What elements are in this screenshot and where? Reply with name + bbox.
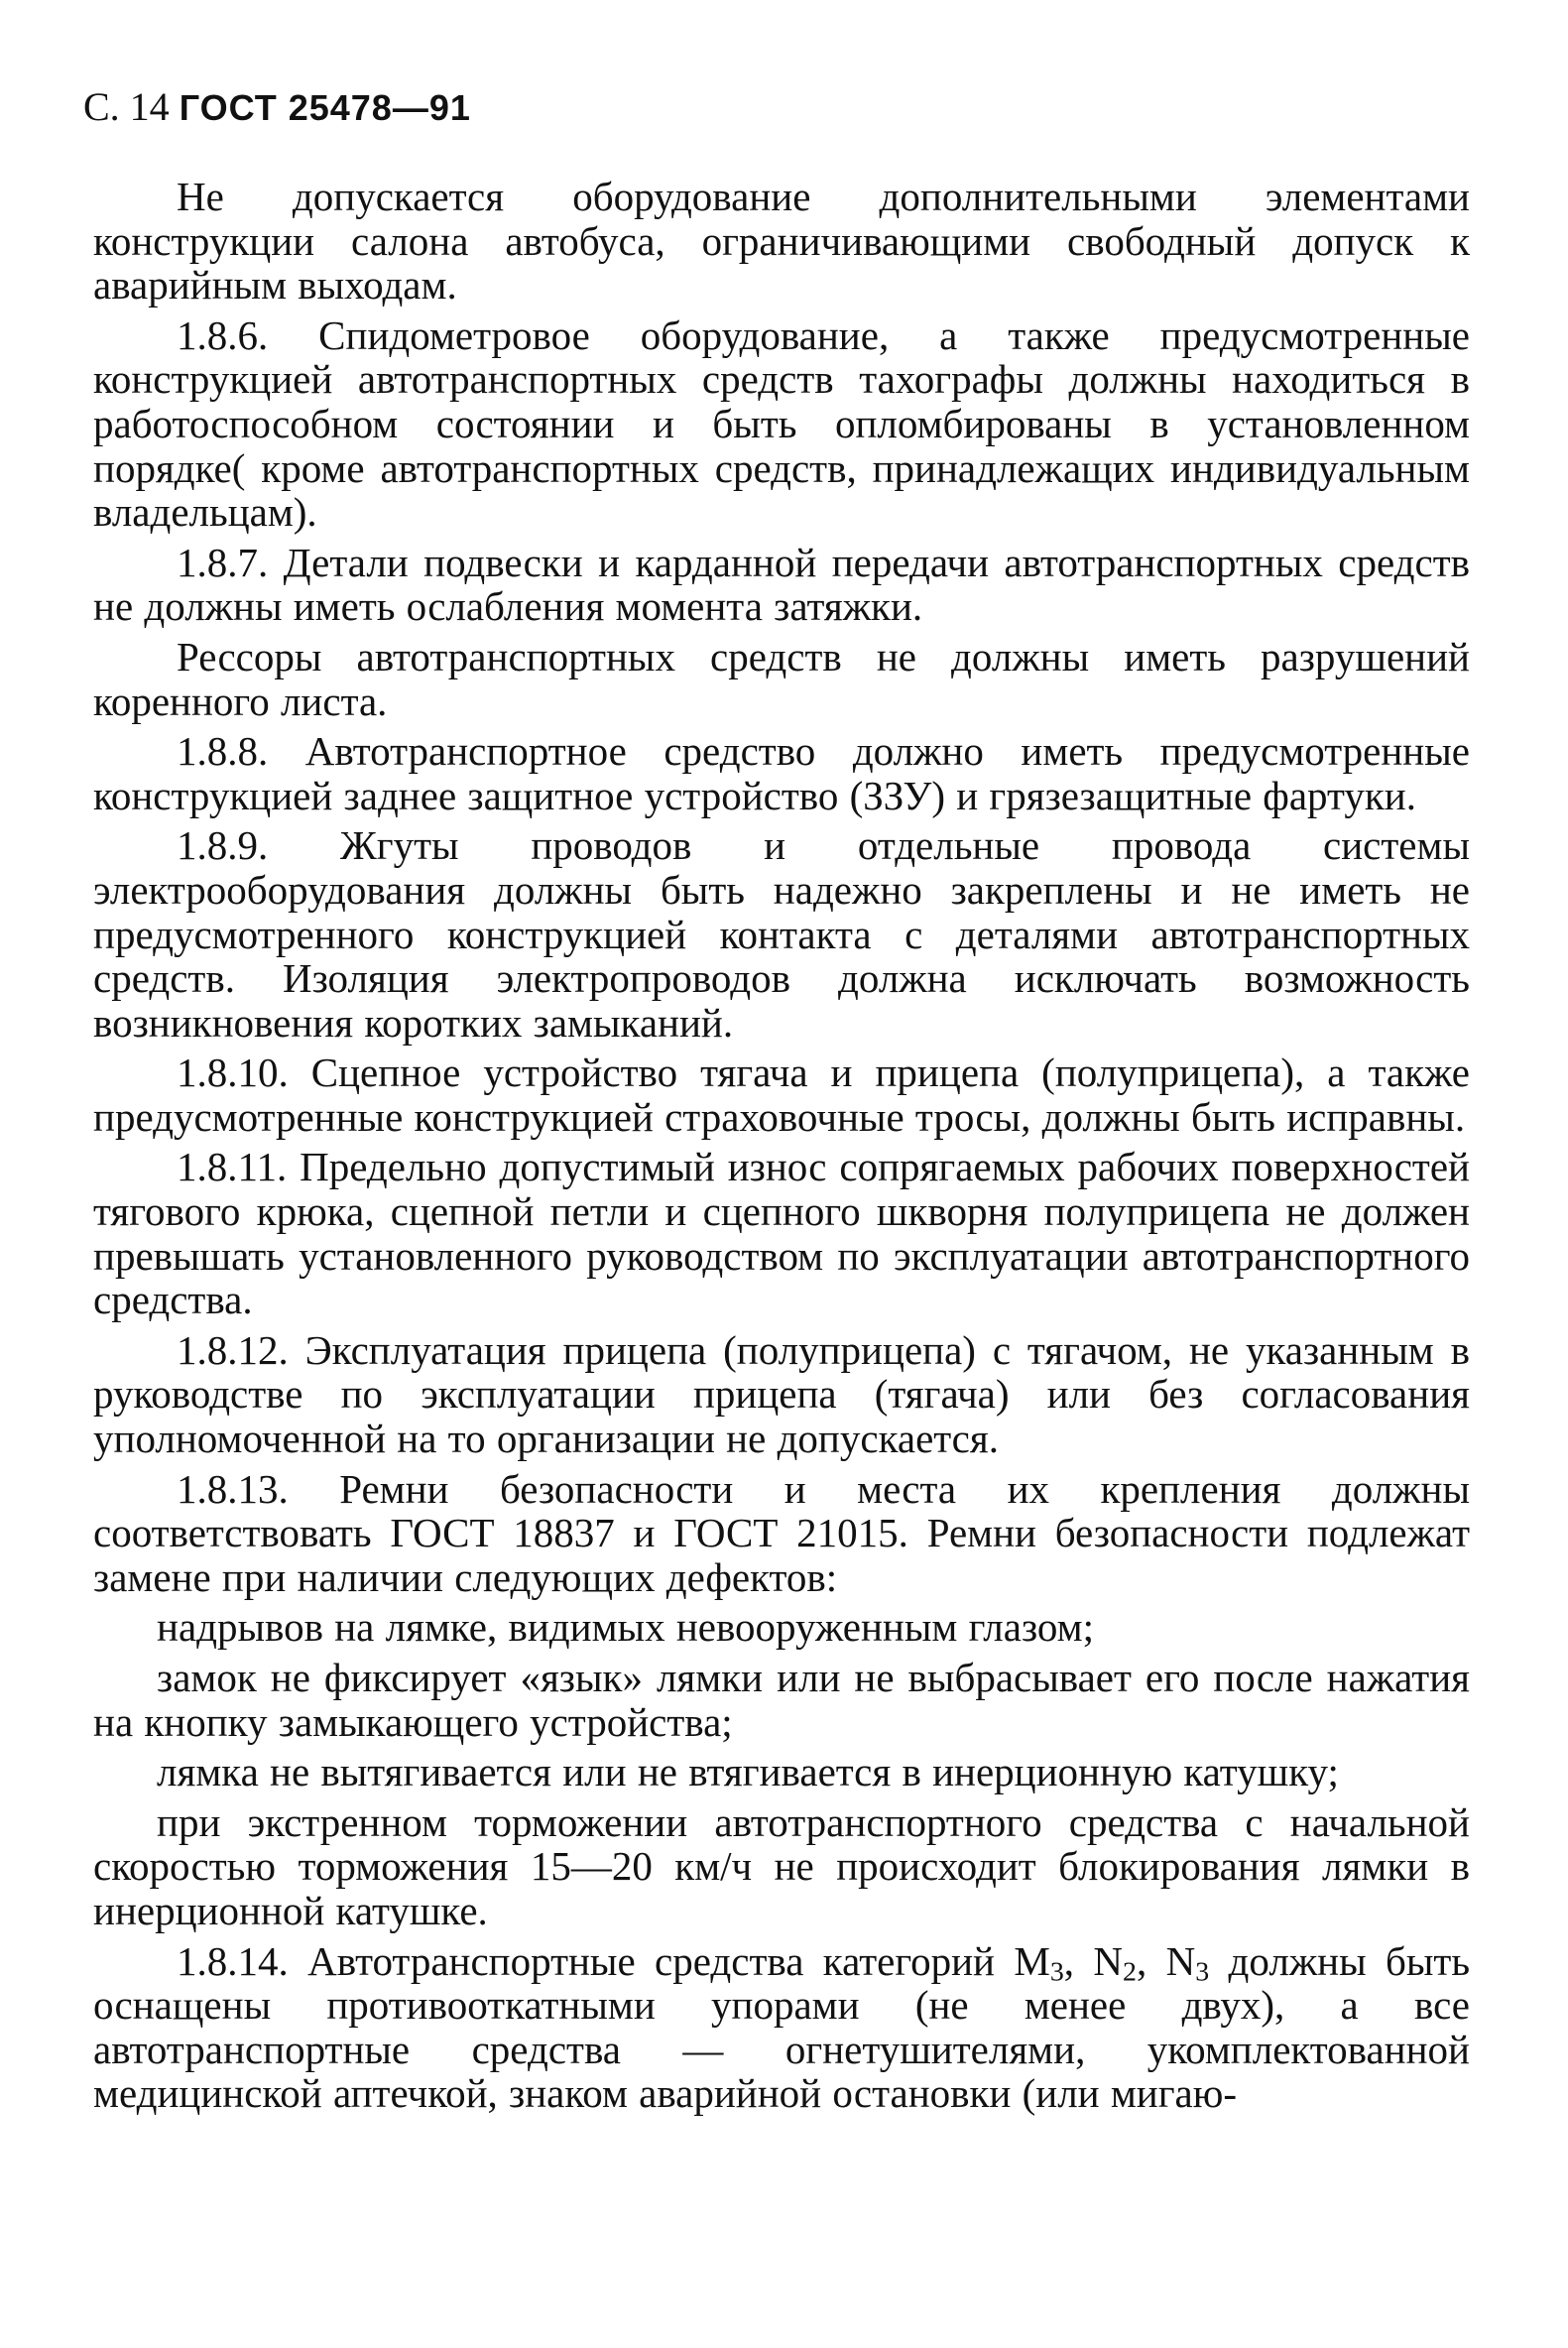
- page-header: [83, 83, 471, 132]
- paragraph: 1.8.7. Детали подвески и карданной передачи автотранспортных средств не должны иметь ослабления момента затяжки.: [93, 539, 1470, 630]
- page-number: С. 14: [83, 84, 170, 129]
- separator: , N: [1063, 1937, 1124, 1984]
- standard-code: ГОСТ 25478—91: [179, 87, 471, 128]
- paragraph-1-8-14: [93, 1939, 1470, 2116]
- paragraph: 1.8.13. Ремни безопасности и места их крепления должны соответствовать ГОСТ 18837 и ГОСТ 21015. Ремни безопасности подлежат замене при наличии следующих дефектов:: [93, 1465, 1470, 1600]
- paragraph: 1.8.9. Жгуты проводов и отдельные провода системы электрооборудования должны быть надежно закреплены и не иметь не предусмотренного конструкцией контакта с деталями автотранспортных средств. Изоляция электропроводов должна исключать возможность возникновения коротких замыканий.: [93, 822, 1470, 1046]
- defect-item: лямка не вытягивается или не втягивается в инерционную катушку;: [157, 1749, 1339, 1795]
- body-text: [93, 175, 1470, 2122]
- paragraph: 1.8.12. Эксплуатация прицепа (полуприцепа) с тягачом, не указанным в руководстве по эксплуатации прицепа (тягача) или без согласования уполномоченной на то организации не допускается.: [93, 1326, 1470, 1462]
- paragraph: Рессоры автотранспортных средств не должны иметь разрушений коренного листа.: [93, 633, 1470, 724]
- paragraph: 1.8.10. Сцепное устройство тягача и прицепа (полуприцепа), а также предусмотренные конструкцией страховочные тросы, должны быть исправны.: [93, 1050, 1470, 1140]
- separator: , N: [1136, 1937, 1196, 1984]
- paragraph: 1.8.6. Спидометровое оборудование, а также предусмотренные конструкцией автотранспортных средств тахографы должны находиться в работоспособном состоянии и быть опломбированы в установленном порядке( кроме автотранспортных средств, принадлежащих индивидуальным владельцам).: [93, 311, 1470, 536]
- defect-item: надрывов на лямке, видимых невооруженным глазом;: [157, 1604, 1094, 1651]
- defect-item: при экстренном торможении автотранспортного средства с начальной скоростью торможения 15—20 км/ч не происходит блокирования лямки в инерционной катушке.: [93, 1798, 1470, 1933]
- paragraph: 1.8.8. Автотранспортное средство должно иметь предусмотренные конструкцией заднее защитное устройство (ЗЗУ) и грязезащитные фартуки.: [93, 728, 1470, 818]
- paragraph: Не допускается оборудование дополнительными элементами конструкции салона автобуса, ограничивающими свободный допуск к аварийным выходам.: [93, 174, 1470, 309]
- subscript: 2: [1123, 1956, 1137, 1988]
- subscript: 3: [1049, 1956, 1064, 1988]
- paragraph: 1.8.11. Предельно допустимый износ сопрягаемых рабочих поверхностей тягового крюка, сцепной петли и сцепного шкворня полуприцепа не должен превышать установленного руководством по эксплуатации автотранспортного средства.: [93, 1144, 1470, 1323]
- paragraph-lead: 1.8.14. Автотранспортные средства категорий М: [177, 1937, 1050, 1984]
- subscript: 3: [1195, 1956, 1210, 1988]
- paragraph-tail: должны быть оснащены противооткатными упорами (не менее двух), а все автотранспортные средства — огнетушителями, укомплектованной медицинской аптечкой, знаком аварийной остановки (или мигаю-: [93, 1937, 1471, 2117]
- defect-item: замок не фиксирует «язык» лямки или не выбрасывает его после нажатия на кнопку замыкающего устройства;: [93, 1655, 1470, 1745]
